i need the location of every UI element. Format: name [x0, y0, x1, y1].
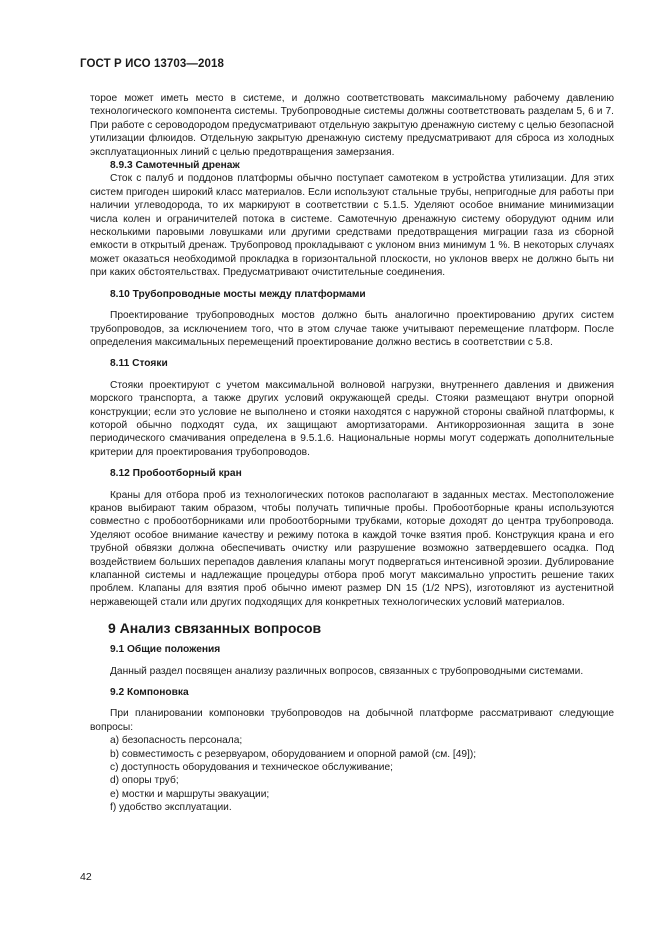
heading-8-9-3: 8.9.3 Самотечный дренаж: [110, 160, 240, 172]
heading-9-1: 9.1 Общие положения: [110, 644, 221, 656]
paragraph-8-10: Проектирование трубопроводных мостов должно быть аналогично проектированию других систем трубопроводов, за исключением того, что в этом случае также учитывают перемещение платформ. После определения максимальных перемещений проектирование должно вестись в соответствии с 5.8.: [90, 310, 614, 348]
list-9-2: [110, 734, 614, 814]
list-item: a) безопасность персонала;: [110, 735, 243, 747]
list-item: f) удобство эксплуатации.: [110, 802, 232, 814]
page-number: 42: [80, 871, 92, 883]
heading-9-2: 9.2 Компоновка: [110, 687, 189, 699]
paragraph-8-11: Стояки проектируют с учетом максимальной волновой нагрузки, внутреннего давления и движения морского транспорта, а также других условий окружающей среды. Стояки размещают внутри опорной конструкции; если это условие не выполнено и стояки находятся с наружной стороны свайной платформы, к которой обычно подходят суда, их защищают амортизаторами. Антикоррозионная защита в зоне периодического смачивания определена в 9.5.1.6. Национальные нормы могут содержать дополнительные критерии для проектирования трубопроводов.: [90, 379, 614, 458]
document-header: ГОСТ Р ИСО 13703—2018: [80, 58, 225, 70]
heading-8-10: 8.10 Трубопроводные мосты между платформами: [110, 288, 366, 300]
list-item: d) опоры труб;: [110, 775, 179, 787]
heading-8-12: 8.12 Пробоотборный кран: [110, 468, 242, 480]
paragraph-9-1: Данный раздел посвящен анализу различных вопросов, связанных с трубопроводными системами.: [110, 665, 584, 677]
paragraph-continuation: торое может иметь место в системе, и должно соответствовать максимальному рабочему давлению технологического компонента системы. Трубопроводные системы должны соответствовать разделам 5, 6 и 7. При работе с сероводородом предусматривают отдельную закрытую дренажную систему с целью безопасной утилизации флюидов. Отдельную закрытую дренажную систему предусматривают для сброса из холодных эксплуатационных линий с целью предотвращения замерзания.: [90, 93, 614, 158]
list-item: c) доступность оборудования и техническое обслуживание;: [110, 762, 393, 774]
heading-8-11: 8.11 Стояки: [110, 358, 168, 370]
paragraph-9-2: При планировании компоновки трубопроводов на добычной платформе рассматривают следующие вопросы:: [90, 708, 614, 733]
paragraph-8-12: Краны для отбора проб из технологических потоков располагают в заданных местах. Местоположение кранов выбирают таким образом, чтобы получать типичные пробы. Пробоотборные краны используются совместно с пробоотборниками или пробоотборными трубками, которые доходят до центра трубопровода. Уделяют особое внимание качеству и режиму потока в каждой точке взятия проб. Конструкция крана и его трубной обвязки должна обеспечивать очистку или разрушение возможно затвердевшего осадка. Под воздействием больших перепадов давления клапаны могут подвергаться интенсивной эрозии. Дублирование клапанной системы и надлежащие процедуры отбора проб могут максимально упростить решение таких проблем. Клапаны для взятия проб обычно имеют размер DN 15 (1/2 NPS), изготовляют из аустенитной нержавеющей стали или других подходящих для конкретных технологических условий материалов.: [90, 489, 614, 608]
list-item: e) мостки и маршруты эвакуации;: [110, 788, 270, 800]
list-item: b) совместимость с резервуаром, оборудованием и опорной рамой (см. [49]);: [110, 748, 477, 760]
section-heading-9: 9 Анализ связанных вопросов: [108, 620, 322, 637]
document-body: [90, 92, 614, 815]
paragraph-8-9-3: Сток с палуб и поддонов платформы обычно поступает самотеком в устройства утилизации. Для этих систем пригоден широкий класс материалов. Если используют стальные трубы, непригодные для работы при наличии углеводорода, то их маркируют в соответствии с 5.1.5. Уделяют особое внимание минимизации числа колен и ограничителей потока в системе. Самотечную дренажную систему оборудуют одним или несколькими паровыми ловушками или другими средствами предотвращения миграции газа из сборной емкости в открытый дренаж. Трубопровод прокладывают с уклоном вниз минимум 1 %. В некоторых случаях может оказаться необходимой прокладка в горизонтальной плоскости, но уклонов вверх не должно быть ни при каких обстоятельствах. Предусматривают очистительные соединения.: [90, 173, 614, 279]
